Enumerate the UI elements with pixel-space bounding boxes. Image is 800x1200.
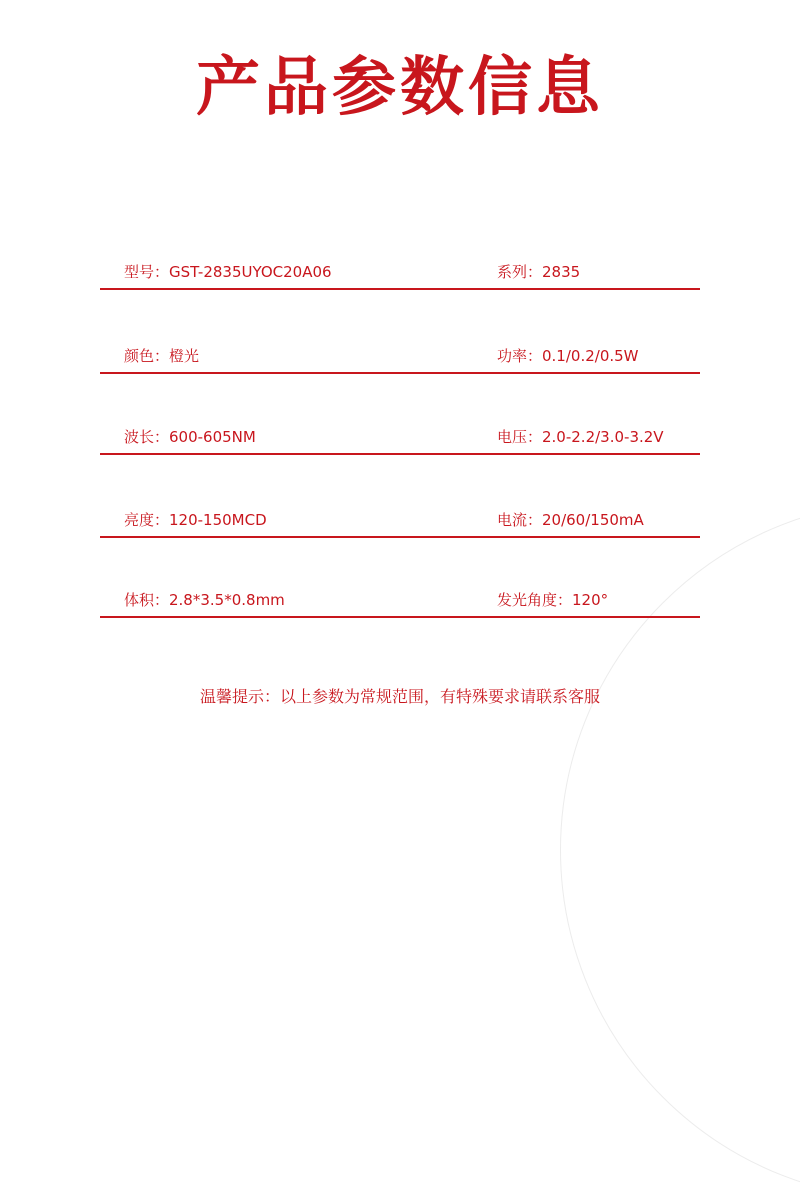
spec-beam-angle: 发光角度：120° xyxy=(497,591,609,609)
row-divider xyxy=(100,372,700,374)
page-title: 产品参数信息 xyxy=(196,51,604,125)
spec-model: 型号：GST-2835UYOC20A06 xyxy=(124,263,332,281)
row-divider xyxy=(100,288,700,290)
spec-voltage: 电压：2.0-2.2/3.0-3.2V xyxy=(497,428,664,446)
spec-wavelength: 波长：600-605NM xyxy=(124,428,256,446)
spec-power: 功率：0.1/0.2/0.5W xyxy=(497,347,639,365)
spec-dimensions: 体积：2.8*3.5*0.8mm xyxy=(124,591,285,609)
spec-row-4 xyxy=(100,510,700,530)
row-divider xyxy=(100,453,700,455)
spec-color: 颜色：橙光 xyxy=(124,347,200,365)
spec-row-3 xyxy=(100,427,700,447)
spec-brightness: 亮度：120-150MCD xyxy=(124,511,267,529)
spec-row-1 xyxy=(100,262,700,282)
row-divider xyxy=(100,616,700,618)
row-divider xyxy=(100,536,700,538)
footnote: 温馨提示：以上参数为常规范围，有特殊要求请联系客服 xyxy=(199,687,600,706)
spec-series: 系列：2835 xyxy=(497,263,581,281)
spec-row-2 xyxy=(100,346,700,366)
spec-row-5 xyxy=(100,590,700,610)
spec-current: 电流：20/60/150mA xyxy=(497,511,644,529)
